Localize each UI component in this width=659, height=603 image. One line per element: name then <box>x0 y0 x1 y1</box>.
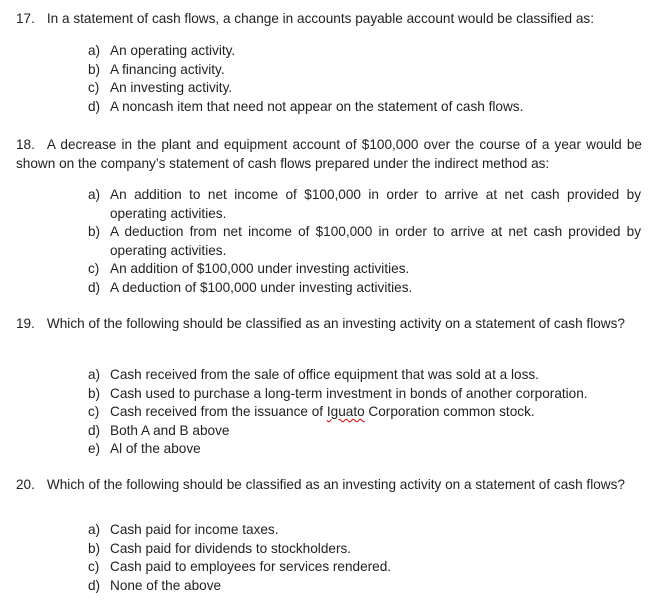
option-letter: a) <box>88 187 101 202</box>
option-text: An operating activity. <box>110 43 236 58</box>
option-item <box>88 521 641 540</box>
option-letter: d) <box>88 422 101 438</box>
question-20-options <box>88 521 641 595</box>
option-text: Cash paid for income taxes. <box>110 522 279 537</box>
question-number: 17. <box>16 11 35 26</box>
option-letter: b) <box>88 540 101 556</box>
option-item <box>88 385 641 404</box>
question-17 <box>16 9 642 28</box>
option-text: A noncash item that need not appear on the statement of cash flows. <box>110 98 524 114</box>
question-19-options <box>88 366 641 459</box>
option-letter: c) <box>88 559 100 574</box>
question-number: 19. <box>16 316 35 331</box>
option-letter: b) <box>88 61 101 77</box>
spellcheck-flagged-word[interactable]: Iguato <box>326 404 365 419</box>
option-item <box>88 61 641 80</box>
question-17-options <box>88 42 641 116</box>
option-letter: a) <box>88 43 101 58</box>
option-text: Cash used to purchase a long-term investment in bonds of another corporation. <box>110 385 588 401</box>
option-text: An addition of $100,000 under investing activities. <box>110 261 410 276</box>
question-18 <box>16 135 642 173</box>
option-text: Both A and B above <box>110 422 230 438</box>
option-letter: a) <box>88 367 101 382</box>
option-letter: c) <box>88 261 100 276</box>
question-number: 18. <box>16 137 35 152</box>
option-text: A financing activity. <box>110 61 225 77</box>
option-item <box>88 98 641 117</box>
option-text: Cash paid for dividends to stockholders. <box>110 540 352 556</box>
option-text: An addition to net income of $100,000 in order to arrive at net cash provided by operating activities. <box>110 187 641 221</box>
question-number: 20. <box>16 477 35 492</box>
option-letter: b) <box>88 224 101 239</box>
option-text-end: Corporation common stock. <box>364 404 535 419</box>
option-text: Cash received from the sale of office equipment that was sold at a loss. <box>110 367 539 382</box>
option-text: An investing activity. <box>110 80 233 95</box>
option-item <box>88 577 641 596</box>
option-letter: a) <box>88 522 101 537</box>
question-20 <box>16 475 642 494</box>
question-text: Which of the following should be classified as an investing activity on a statement of cash flows? <box>46 477 625 492</box>
option-letter: d) <box>88 279 101 295</box>
option-item <box>88 279 641 298</box>
option-item <box>88 42 641 61</box>
option-text: Al of the above <box>110 441 201 456</box>
option-letter: d) <box>88 577 101 593</box>
option-item <box>88 403 641 422</box>
option-text: A deduction of $100,000 under investing activities. <box>110 279 413 295</box>
option-item <box>88 440 641 459</box>
option-item <box>88 260 641 279</box>
option-item <box>88 558 641 577</box>
option-item <box>88 79 641 98</box>
option-item <box>88 186 641 223</box>
option-letter: b) <box>88 385 101 401</box>
option-letter: c) <box>88 80 100 95</box>
question-text: Which of the following should be classified as an investing activity on a statement of cash flows? <box>46 316 625 331</box>
option-text: A deduction from net income of $100,000 in order to arrive at net cash provided by operating activities. <box>110 224 641 258</box>
question-text: A decrease in the plant and equipment account of $100,000 over the course of a year would be shown on the company’s statement of cash flows prepared under the indirect method as: <box>16 137 642 171</box>
option-letter: e) <box>88 441 101 456</box>
question-18-options <box>88 186 641 297</box>
option-letter: d) <box>88 98 101 114</box>
option-letter: c) <box>88 404 100 419</box>
question-text: In a statement of cash flows, a change in accounts payable account would be classified as: <box>46 11 595 26</box>
option-text: Cash paid to employees for services rendered. <box>110 559 392 574</box>
option-text <box>110 403 641 422</box>
option-item <box>88 366 641 385</box>
option-item <box>88 540 641 559</box>
question-19 <box>16 314 642 333</box>
option-item <box>88 422 641 441</box>
option-text-start: Cash received from the issuance of <box>110 404 327 419</box>
option-item <box>88 223 641 260</box>
option-text: None of the above <box>110 577 222 593</box>
